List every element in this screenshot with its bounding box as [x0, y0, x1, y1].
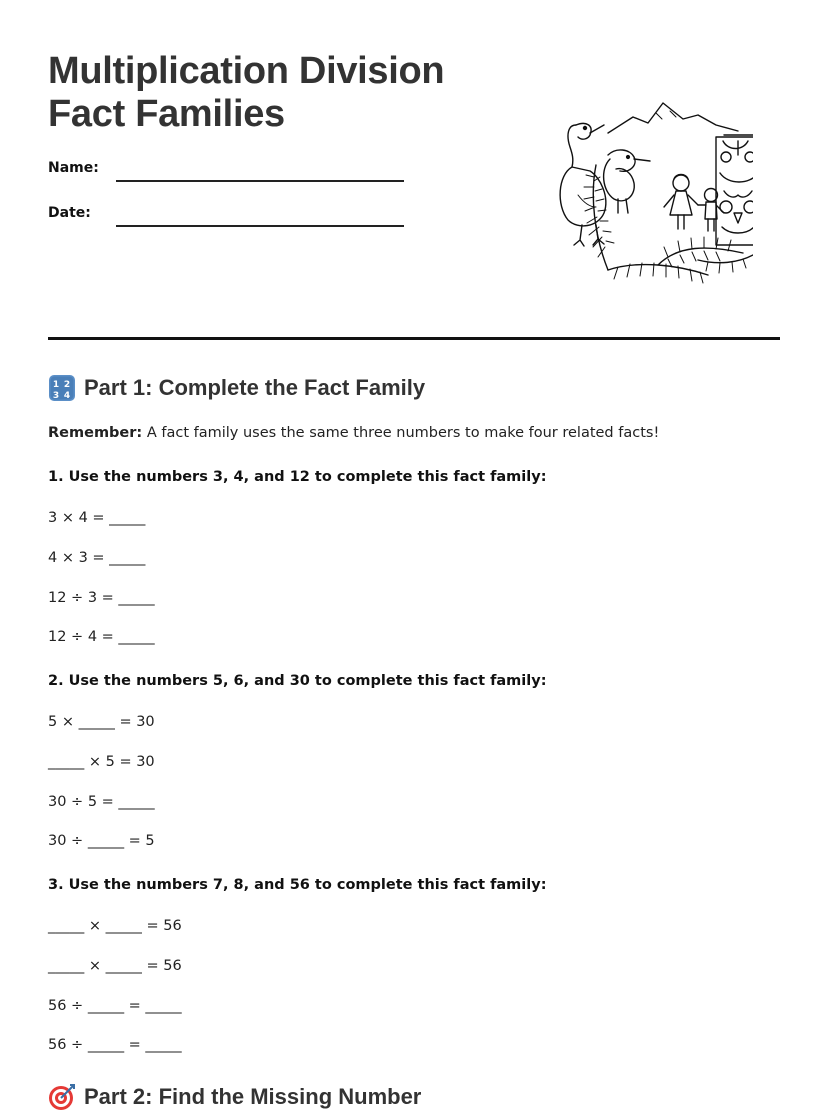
name-label: Name: [48, 160, 99, 176]
question-2: 2. Use the numbers 5, 6, and 30 to complete this fact family: [48, 673, 547, 689]
title-line-2: Fact Families [48, 93, 285, 135]
remember-label: Remember: [48, 425, 143, 441]
equation-3d[interactable]: 56 ÷ _____ = _____ [48, 1037, 182, 1053]
part2-heading [48, 1083, 421, 1111]
equation-1a[interactable]: 3 × 4 = _____ [48, 510, 146, 526]
remember-text: A fact family uses the same three numbers to make four related facts! [142, 425, 660, 441]
equation-2c[interactable]: 30 ÷ 5 = _____ [48, 794, 155, 810]
remember-note [48, 425, 659, 441]
kiwi-bird-children-totem-illustration [538, 95, 753, 300]
numbers-1234-icon [48, 374, 76, 402]
equation-1d[interactable]: 12 ÷ 4 = _____ [48, 629, 155, 645]
question-3: 3. Use the numbers 7, 8, and 56 to complete this fact family: [48, 877, 547, 893]
svg-text:2: 2 [63, 380, 71, 390]
part2-title: Part 2: Find the Missing Number [84, 1084, 422, 1109]
question-1: 1. Use the numbers 3, 4, and 12 to complete this fact family: [48, 469, 547, 485]
equation-1c[interactable]: 12 ÷ 3 = _____ [48, 590, 155, 606]
svg-text:1: 1 [52, 380, 60, 390]
worksheet-title [48, 50, 444, 136]
worksheet-page [48, 0, 780, 1118]
part1-title: Part 1: Complete the Fact Family [84, 375, 426, 400]
part1-heading [48, 374, 425, 402]
equation-2d[interactable]: 30 ÷ _____ = 5 [48, 833, 155, 849]
date-label: Date: [48, 205, 91, 221]
equation-2b[interactable]: _____ × 5 = 30 [48, 754, 155, 770]
title-line-1: Multiplication Division [48, 50, 445, 92]
svg-text:4: 4 [63, 391, 71, 401]
equation-3c[interactable]: 56 ÷ _____ = _____ [48, 998, 182, 1014]
section-divider [48, 337, 780, 340]
target-dart-icon [48, 1083, 76, 1111]
equation-3b[interactable]: _____ × _____ = 56 [48, 958, 182, 974]
date-field[interactable] [116, 225, 404, 227]
equation-2a[interactable]: 5 × _____ = 30 [48, 714, 155, 730]
svg-text:3: 3 [52, 391, 60, 401]
equation-3a[interactable]: _____ × _____ = 56 [48, 918, 182, 934]
equation-1b[interactable]: 4 × 3 = _____ [48, 550, 146, 566]
name-field[interactable] [116, 180, 404, 182]
